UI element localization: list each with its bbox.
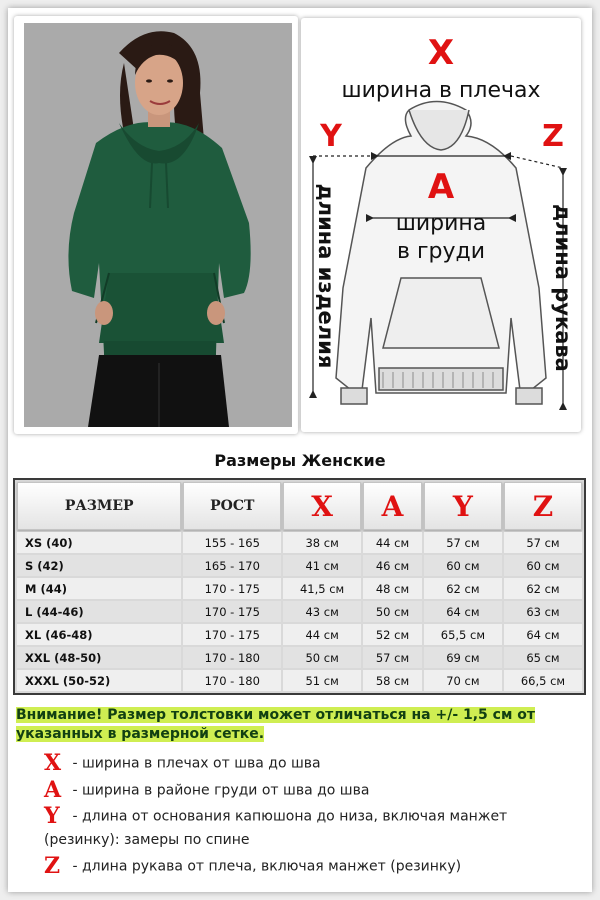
cell-height: 170 - 180: [183, 647, 281, 668]
table-row: [17, 670, 582, 691]
header-height: РОСТ: [183, 482, 281, 530]
cell-size: XXXL (50-52): [17, 670, 181, 691]
cell-a: 44 см: [363, 532, 422, 553]
table-row: [17, 647, 582, 668]
size-table-title: Размеры Женские: [214, 451, 386, 470]
legend-text-y: - длина от основания капюшона до низа, включая манжет (резинку): замеры по спине: [44, 808, 508, 848]
legend: [44, 752, 554, 881]
header-x: X: [283, 482, 361, 530]
legend-text-a: - ширина в районе груди от шва до шва: [68, 782, 370, 798]
header-size: РАЗМЕР: [17, 482, 181, 530]
cell-y: 60 см: [424, 555, 502, 576]
diagram-a-letter: A: [427, 167, 455, 207]
diagram-z-letter: Z: [542, 119, 564, 154]
cell-size: L (44-46): [17, 601, 181, 622]
cell-a: 50 см: [363, 601, 422, 622]
table-row: [17, 555, 582, 576]
model-photo-frame: [14, 16, 298, 434]
cell-z: 57 см: [504, 532, 582, 553]
cell-y: 70 см: [424, 670, 502, 691]
cell-x: 41 см: [283, 555, 361, 576]
cell-size: XL (46-48): [17, 624, 181, 645]
diagram-a-label-line1: ширина: [395, 211, 487, 236]
cell-a: 58 см: [363, 670, 422, 691]
table-row: [17, 624, 582, 645]
model-photo: [24, 23, 292, 427]
table-row: [17, 532, 582, 553]
cell-height: 170 - 180: [183, 670, 281, 691]
diagram-a-label-line2: в груди: [396, 239, 486, 264]
diagram-y-label: длина изделия: [314, 183, 338, 369]
legend-item-a: [44, 776, 554, 803]
cell-x: 41,5 см: [283, 578, 361, 599]
cell-y: 62 см: [424, 578, 502, 599]
size-table: [13, 478, 586, 695]
size-table-header: [17, 482, 582, 530]
cell-z: 65 см: [504, 647, 582, 668]
legend-letter-z: Z: [44, 852, 61, 879]
cell-size: S (42): [17, 555, 181, 576]
legend-text-x: - ширина в плечах от шва до шва: [68, 755, 321, 772]
legend-item-x: [44, 752, 554, 776]
cell-height: 170 - 175: [183, 578, 281, 599]
diagram-y-letter: Y: [320, 119, 342, 154]
header-z: Z: [504, 482, 582, 530]
cell-z: 64 см: [504, 624, 582, 645]
legend-letter-x: X: [44, 750, 62, 776]
cell-size: XXL (48-50): [17, 647, 181, 668]
cell-y: 69 см: [424, 647, 502, 668]
header-y: Y: [424, 482, 502, 530]
diagram-z-label: длина рукава: [551, 204, 575, 372]
legend-item-y: [44, 805, 554, 852]
cell-y: 65,5 см: [424, 624, 502, 645]
cell-a: 57 см: [363, 647, 422, 668]
cell-size: M (44): [17, 578, 181, 599]
cell-x: 51 см: [283, 670, 361, 691]
cell-a: 46 см: [363, 555, 422, 576]
legend-item-z: [44, 852, 554, 879]
cell-height: 155 - 165: [183, 532, 281, 553]
diagram-x-letter: X: [427, 33, 455, 73]
legend-letter-y: Y: [44, 803, 60, 829]
cell-size: XS (40): [17, 532, 181, 553]
diagram-x-label: ширина в плечах: [341, 78, 541, 103]
cell-x: 50 см: [283, 647, 361, 668]
header-a: A: [363, 482, 422, 530]
cell-z: 62 см: [504, 578, 582, 599]
cell-z: 63 см: [504, 601, 582, 622]
cell-a: 52 см: [363, 624, 422, 645]
warning-text: Внимание! Размер толстовки может отличаться на +/- 1,5 см от указанных в размерной сетке.: [16, 707, 536, 742]
legend-text-z: - длина рукава от плеча, включая манжет (резинку): [68, 858, 462, 874]
cell-a: 48 см: [363, 578, 422, 599]
cell-height: 170 - 175: [183, 601, 281, 622]
cell-x: 38 см: [283, 532, 361, 553]
table-row: [17, 601, 582, 622]
cell-height: 170 - 175: [183, 624, 281, 645]
cell-y: 64 см: [424, 601, 502, 622]
cell-y: 57 см: [424, 532, 502, 553]
warning-note: [16, 706, 586, 744]
legend-letter-a: A: [44, 776, 62, 803]
table-row: [17, 578, 582, 599]
cell-z: 66,5 см: [504, 670, 582, 691]
cell-height: 165 - 170: [183, 555, 281, 576]
measurement-diagram: [301, 18, 581, 432]
cell-x: 43 см: [283, 601, 361, 622]
cell-z: 60 см: [504, 555, 582, 576]
cell-x: 44 см: [283, 624, 361, 645]
